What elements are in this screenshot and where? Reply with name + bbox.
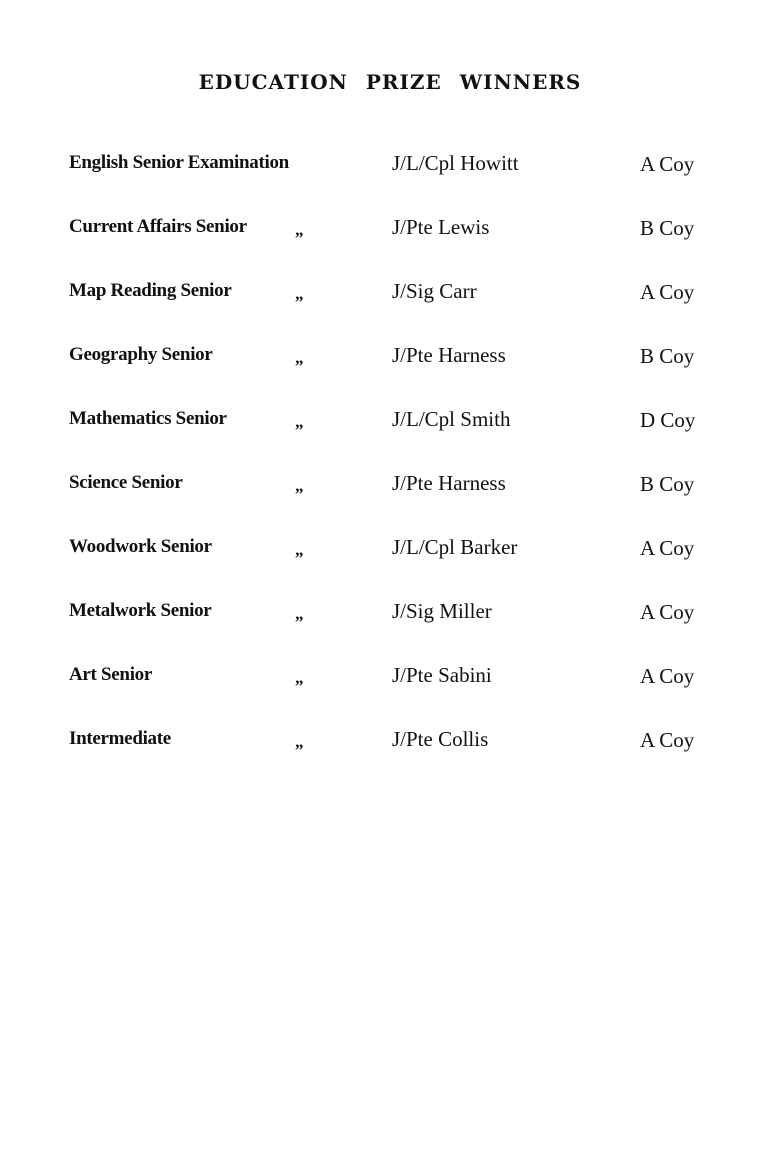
- winner-name: J/L/Cpl Barker: [392, 535, 518, 559]
- winner-name: J/Pte Collis: [392, 727, 489, 751]
- subject-label: Science Senior: [69, 472, 183, 493]
- ditto-mark: „: [295, 668, 304, 687]
- prize-row: [0, 214, 780, 278]
- winner-name: J/Pte Lewis: [392, 215, 490, 239]
- company-label: A Coy: [640, 152, 695, 176]
- company-label: D Coy: [640, 408, 696, 432]
- prize-row: [0, 470, 780, 534]
- ditto-mark: „: [295, 284, 304, 303]
- prize-row: [0, 662, 780, 726]
- ditto-mark: „: [295, 540, 304, 559]
- ditto-mark: „: [295, 732, 304, 751]
- company-label: A Coy: [640, 536, 695, 560]
- prize-row: [0, 406, 780, 470]
- prize-row: [0, 598, 780, 662]
- ditto-mark: „: [295, 604, 304, 623]
- subject-label: Metalwork Senior: [69, 600, 212, 621]
- company-label: A Coy: [640, 728, 695, 752]
- subject-label: Current Affairs Senior: [69, 216, 247, 237]
- subject-label: Mathematics Senior: [69, 408, 227, 429]
- prize-row: [0, 278, 780, 342]
- company-label: B Coy: [640, 344, 695, 368]
- subject-label: English Senior Examination: [69, 152, 289, 173]
- prize-row: [0, 150, 780, 214]
- company-label: A Coy: [640, 664, 695, 688]
- subject-label: Art Senior: [69, 664, 153, 685]
- subject-label: Map Reading Senior: [69, 280, 232, 301]
- winner-name: J/Pte Harness: [392, 343, 506, 367]
- ditto-mark: „: [295, 220, 304, 239]
- company-label: A Coy: [640, 280, 695, 304]
- winner-name: J/Sig Miller: [392, 599, 492, 623]
- winner-name: J/L/Cpl Howitt: [392, 151, 519, 175]
- ditto-mark: „: [295, 348, 304, 367]
- winner-name: J/L/Cpl Smith: [392, 407, 511, 431]
- subject-label: Woodwork Senior: [69, 536, 212, 557]
- ditto-mark: „: [295, 412, 304, 431]
- subject-label: Intermediate: [69, 728, 171, 749]
- winner-name: J/Pte Sabini: [392, 663, 492, 687]
- prize-row: [0, 342, 780, 406]
- prize-row: [0, 726, 780, 790]
- page-title: EDUCATION PRIZE WINNERS: [198, 70, 582, 94]
- winner-name: J/Pte Harness: [392, 471, 506, 495]
- prize-winners-list: [0, 150, 780, 790]
- company-label: A Coy: [640, 600, 695, 624]
- company-label: B Coy: [640, 216, 695, 240]
- winner-name: J/Sig Carr: [392, 279, 477, 303]
- subject-label: Geography Senior: [69, 344, 213, 365]
- prize-row: [0, 534, 780, 598]
- company-label: B Coy: [640, 472, 695, 496]
- ditto-mark: „: [295, 476, 304, 495]
